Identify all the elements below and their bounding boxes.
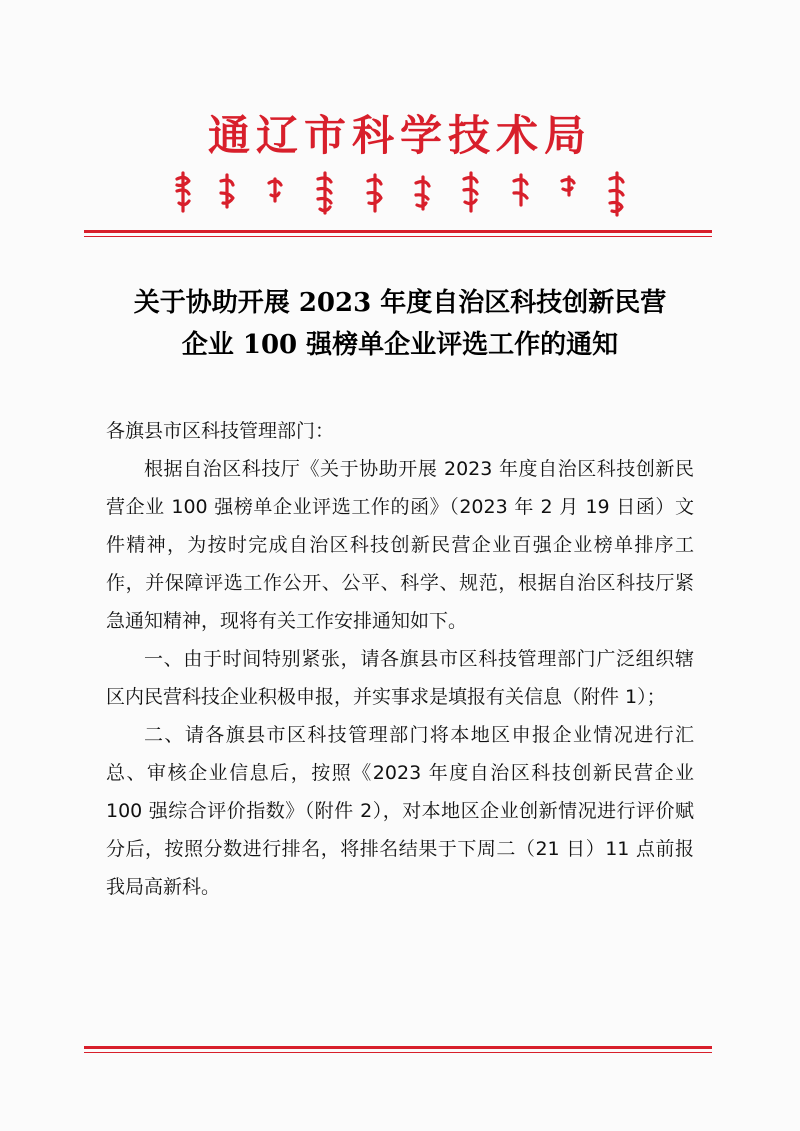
document-body — [106, 412, 694, 906]
footer-divider — [84, 1046, 712, 1053]
footer-divider-thin — [84, 1052, 712, 1053]
paragraph-intro: 根据自治区科技厅《关于协助开展 2023 年度自治区科技创新民营企业 100 强榜单企业评选工作的函》（2023 年 2 月 19 日函）文件精神，为按时完成自治区科技创新民营企业百强企业榜单排序工作，并保障评选工作公开、公平、科学、规范，根据自治区科技厅紧急通知精神，现将有关工作安排通知如下。 — [106, 458, 694, 632]
title-line-1: 关于协助开展 2023 年度自治区科技创新民营 — [133, 288, 667, 318]
agency-name: 通辽市科学技术局 — [207, 111, 592, 160]
salutation: 各旗县市区科技管理部门： — [106, 420, 335, 442]
header-divider-thin — [84, 236, 712, 237]
footer-divider-thick — [84, 1046, 712, 1049]
paragraph-item-1: 一、由于时间特别紧张，请各旗县市区科技管理部门广泛组织辖区内民营科技企业积极申报，并实事求是填报有关信息（附件 1）； — [106, 648, 694, 708]
document-title — [80, 282, 720, 366]
paragraph-item-2: 二、请各旗县市区科技管理部门将本地区申报企业情况进行汇总、审核企业信息后，按照《2023 年度自治区科技创新民营企业 100 强综合评价指数》（附件 2），对本地区企业创新情况进行评价赋分后，按照分数进行排名，将排名结果于下周二（21 日）11 点前报我局高新科。 — [106, 724, 694, 898]
header-divider — [84, 230, 712, 237]
mongolian-script-name — [165, 165, 635, 220]
header-divider-thick — [84, 230, 712, 233]
title-line-2: 企业 100 强榜单企业评选工作的通知 — [181, 330, 619, 360]
